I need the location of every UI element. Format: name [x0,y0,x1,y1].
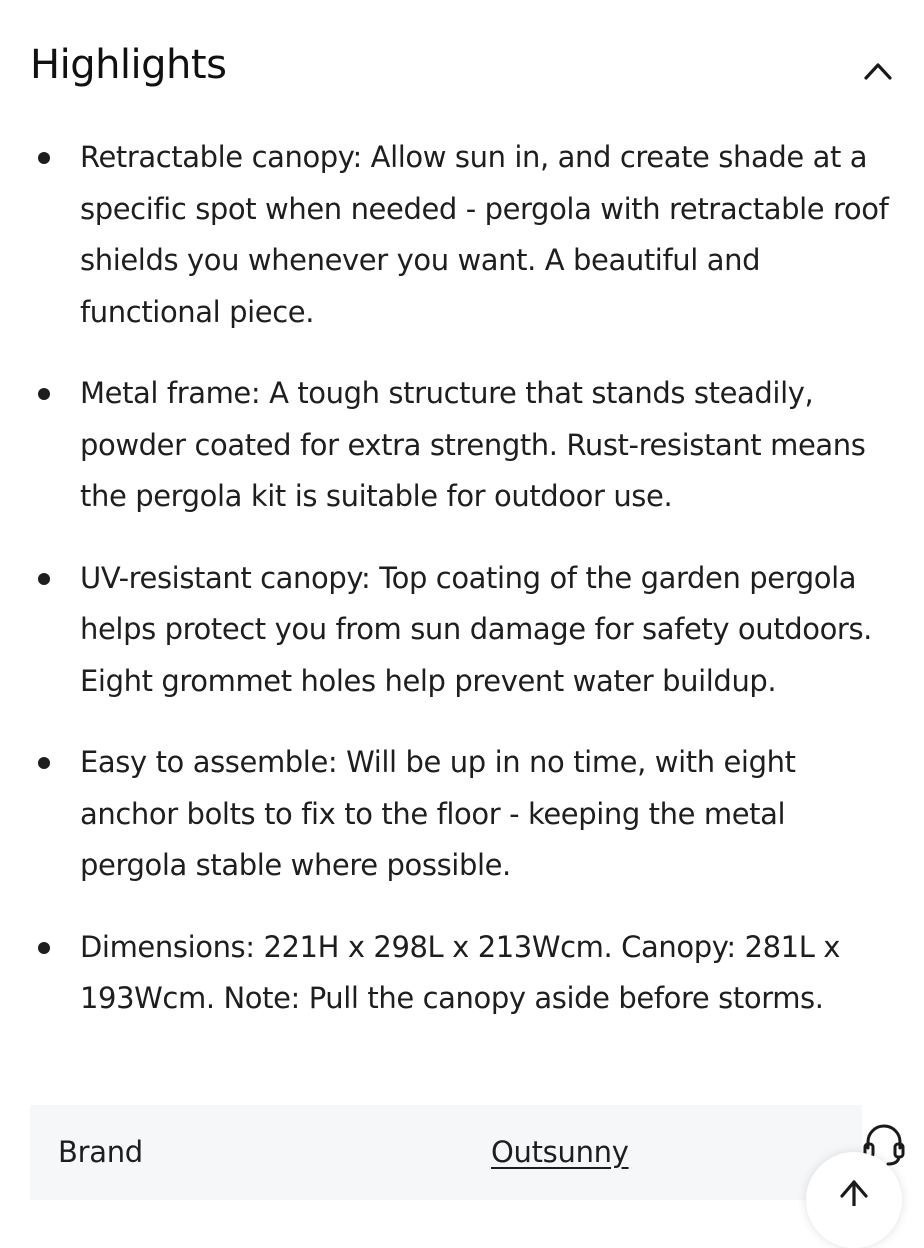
highlights-list [0,132,924,1055]
bullet-icon [38,757,50,769]
list-item [0,132,924,338]
highlight-text: Retractable canopy: Allow sun in, and create shade at a specific spot when needed - pergola with retractable roof shields you whenever you want. A beautiful and functional piece. [80,140,889,329]
list-item [0,922,924,1025]
bullet-icon [38,942,50,954]
list-item [0,368,924,523]
bullet-icon [38,573,50,585]
list-item [0,553,924,708]
scroll-to-top-button[interactable] [806,1152,902,1248]
highlight-text: Easy to assemble: Will be up in no time, with eight anchor bolts to fix to the floor - keeping the metal pergola stable where possible. [80,745,796,882]
highlight-text: Dimensions: 221H x 298L x 213Wcm. Canopy: 281L x 193Wcm. Note: Pull the canopy aside before storms. [80,929,841,1015]
bullet-icon [38,388,50,400]
highlight-text: Metal frame: A tough structure that stands steadily, powder coated for extra strength. Rust-resistant means the pergola kit is suitable for outdoor use. [80,376,866,513]
bullet-icon [38,152,50,164]
highlight-text: UV-resistant canopy: Top coating of the garden pergola helps protect you from sun damage for safety outdoors. Eight grommet holes help prevent water buildup. [80,560,872,698]
arrow-up-icon [836,1176,872,1206]
brand-link[interactable]: Outsunny [491,1135,629,1169]
list-item [0,737,924,892]
spec-row-brand [30,1105,862,1200]
chevron-up-icon[interactable] [858,52,898,88]
brand-label: Brand [58,1135,143,1169]
section-title: Highlights [30,42,227,88]
highlights-header[interactable] [0,0,924,140]
